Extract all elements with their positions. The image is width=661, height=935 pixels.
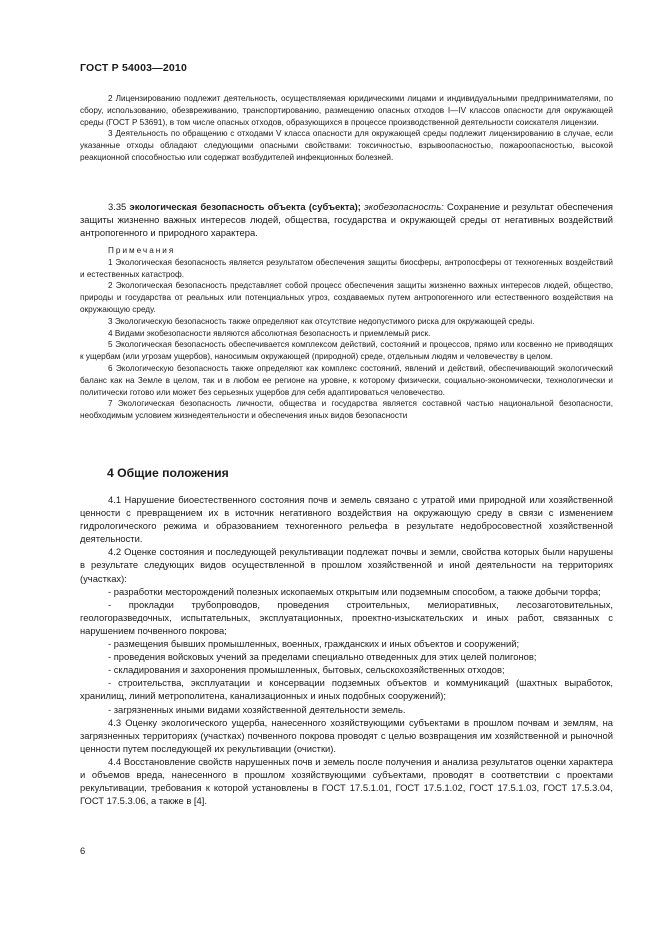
note-paragraph: 6 Экологическую безопасность также определяют как комплекс состояний, явлений и действий, обеспечивающий экологический баланс как на Земле в целом, так и в любом ее регионе на уровне, к которому физически, социально-экономически, технологически и политически готово или может без серьезных ущербов для себя адаптироваться человечество. (80, 363, 613, 397)
body-paragraph: 4.3 Оценку экологического ущерба, нанесенного хозяйствующими субъектами в прошлом почвам и землям, на загрязненных территориях (участках) почвенного покрова проводят с целью возвращения им хозяйственной и рыночной ценности путем последующей их рекультивации (очистки). (80, 716, 613, 754)
notes-block (80, 245, 613, 422)
page-number: 6 (80, 845, 86, 856)
definition-text: Сохранение и результат обеспечения защиты жизненно важных интересов людей, общества, государства и окружающей среды от негативных воздействий антропогенного и природного характера. (80, 201, 613, 239)
body-block (80, 493, 613, 807)
note-paragraph: 3 Деятельность по обращению с отходами V класса опасности для окружающей среды подлежит лицензированию в случае, если указанные отходы обладают следующими опасными свойствами: токсичностью, взрывоопасностью, пожароопасностью, высокой реакционной способностью или содержат возбудителей инфекционных болезней. (80, 129, 613, 162)
note-paragraph: 4 Видами экобезопасности являются абсолютная безопасность и приемлемый риск. (108, 328, 431, 338)
definition-abbr: экобезопасность: (364, 201, 444, 212)
definition-block (80, 200, 613, 239)
list-item: - проведения войсковых учений за пределами специально отведенных для этих целей полигонов; (108, 651, 537, 663)
note-paragraph: 7 Экологическая безопасность личности, общества и государства является составной частью национальной безопасности, необходимым условием жизнедеятельности и обеспечения иных видов безопасности (80, 399, 613, 421)
body-paragraph: 4.4 Восстановление свойств нарушенных почв и земель после получения и анализа результатов оценки характера и объемов вреда, нанесенного в прошлом хозяйствующими субъектами, проводят в соответствии с проектами рекультивации, требования к которой установлены в ГОСТ 17.5.1.01, ГОСТ 17.5.1.02, ГОСТ 17.5.1.03, ГОСТ 17.5.3.04, ГОСТ 17.5.3.06, а также в [4]. (80, 755, 613, 807)
note-paragraph: 1 Экологическая безопасность является результатом обеспечения защиты биосферы, антропосферы от техногенных воздействий и естественных катастроф. (80, 257, 613, 279)
document-header: ГОСТ Р 54003—2010 (80, 62, 188, 74)
notes-top-block (80, 93, 613, 164)
list-item: - строительства, эксплуатации и консервации подземных объектов и коммуникаций (шахтных выработок, хранилищ, линий метрополитена, канализационных и иных подобных сооружений); (80, 677, 613, 702)
note-paragraph: 5 Экологическая безопасность обеспечивается комплексом действий, состояний и процессов, прямо или косвенно не приводящих к ущербам (или угрозам ущербов), наносимым окружающей (природной) среде, отдельным людям и человечеству в целом. (80, 340, 613, 362)
list-item: - размещения бывших промышленных, военных, гражданских и иных объектов и сооружений; (108, 638, 520, 650)
note-paragraph: 3 Экологическую безопасность также определяют как отсутствие недопустимого риска для окружающей среды. (108, 316, 535, 326)
list-item: - прокладки трубопроводов, проведения строительных, мелиоративных, лесозаготовительных, геологоразведочных, испытательных, эксплуатационных, проектно-изыскательских и иных работ, связанных с нарушением почвенного покрова; (80, 598, 613, 636)
list-item: - разработки месторождений полезных ископаемых открытым или подземным способом, а также добычи торфа; (108, 585, 601, 597)
note-paragraph: 2 Лицензированию подлежит деятельность, осуществляемая юридическими лицами и индивидуальными предпринимателями, по сбору, использованию, обезвреживанию, транспортированию, размещению опасных отходов I—IV классов опасности для окружающей среды (ГОСТ Р 53691), в том числе опасных отходов, образующихся в процессе производственной деятельности соискателя лицензии. (80, 94, 613, 127)
list-item: - загрязненных иными видами хозяйственной деятельности земель. (108, 703, 406, 715)
definition-term: экологическая безопасность объекта (субъекта); (129, 201, 361, 212)
definition-paragraph (80, 200, 613, 239)
note-paragraph: 2 Экологическая безопасность представляет собой процесс обеспечения защиты жизненно важных интересов людей, общество, природы и государства от реальных или потенциальных угроз, создаваемых путем антропогенного или естественного воздействия на окружающую среду. (80, 281, 613, 314)
definition-number: 3.35 (108, 201, 127, 212)
list-item: - складирования и захоронения промышленных, бытовых, сельскохозяйственных отходов; (108, 664, 505, 676)
notes-title: Примечания (108, 246, 176, 255)
section-title: 4 Общие положения (107, 466, 229, 480)
body-paragraph: 4.1 Нарушение биоестественного состояния почв и земель связано с утратой ими природной или хозяйственной ценности с превращением их в источник негативного воздействия на окружающую среду в связи с изменением гидрологического режима и образованием техногенного рельефа в результате недобросовестной хозяйственной деятельности. (80, 494, 613, 545)
body-paragraph: 4.2 Оценке состояния и последующей рекультивации подлежат почвы и земли, свойства которых были нарушены в результате следующих видов осуществленной в прошлом хозяйственной и иной деятельности на территориях (участках): (80, 546, 613, 584)
